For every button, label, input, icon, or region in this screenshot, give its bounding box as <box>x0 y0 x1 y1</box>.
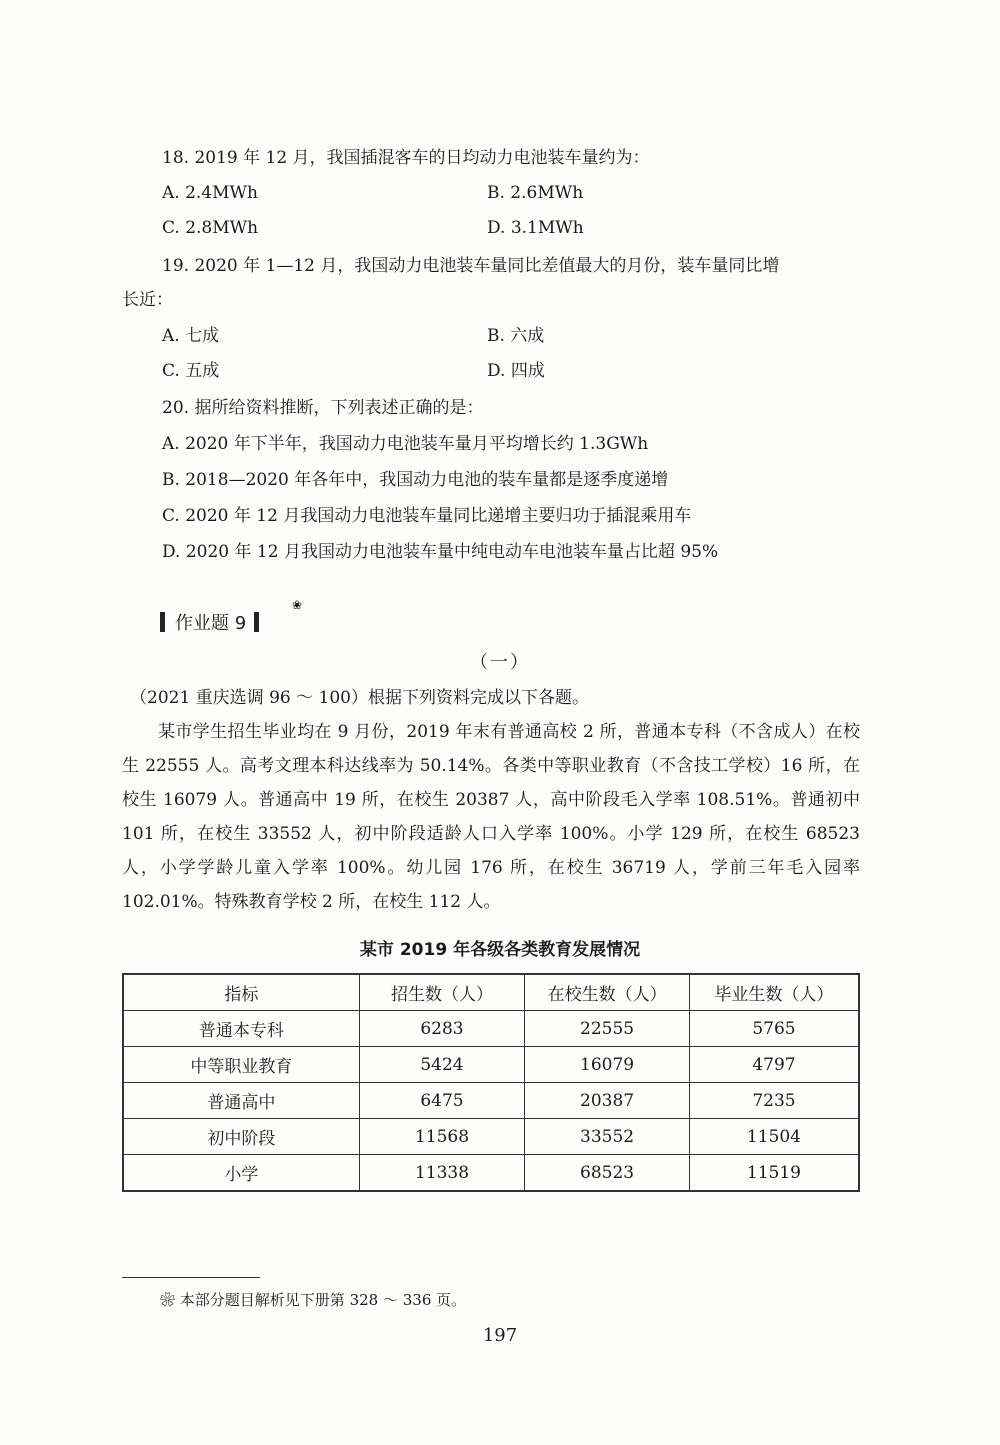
q20-option-d: D. 2020 年 12 月我国动力电池装车量中纯电动车电池装车量占比超 95% <box>162 542 719 562</box>
q18-option-b: B. 2.6MWh <box>487 183 584 203</box>
table-row <box>123 1011 859 1047</box>
table-row <box>123 1155 859 1192</box>
table-cell: 11519 <box>689 1155 859 1192</box>
q19-option-d: D. 四成 <box>487 361 545 381</box>
table-cell: 20387 <box>525 1083 690 1119</box>
table-cell: 11504 <box>689 1119 859 1155</box>
table-cell: 16079 <box>525 1047 690 1083</box>
question-20-stem: 20. 据所给资料推断，下列表述正确的是： <box>162 398 484 418</box>
table-cell: 普通本专科 <box>123 1011 359 1047</box>
q18-option-c: C. 2.8MWh <box>162 218 259 238</box>
question-19-stem-line1: 19. 2020 年 1—12 月，我国动力电池装车量同比差值最大的月份，装车量同比增 <box>162 256 780 276</box>
table-cell: 6475 <box>359 1083 525 1119</box>
table-row <box>123 1047 859 1083</box>
table-cell: 11568 <box>359 1119 525 1155</box>
table-cell: 33552 <box>525 1119 690 1155</box>
table-cell: 普通高中 <box>123 1083 359 1119</box>
table-cell: 4797 <box>689 1047 859 1083</box>
header-students: 在校生数（人） <box>525 974 690 1011</box>
table-cell: 22555 <box>525 1011 690 1047</box>
footnote-text: 本部分题目解析见下册第 328 ～ 336 页。 <box>179 1291 467 1309</box>
table-cell: 小学 <box>123 1155 359 1192</box>
material-paragraph <box>122 715 860 919</box>
table-row <box>123 1119 859 1155</box>
page-number: 197 <box>482 1325 518 1346</box>
table-cell: 5765 <box>689 1011 859 1047</box>
q20-option-a: A. 2020 年下半年，我国动力电池装车量月平均增长约 1.3GWh <box>162 434 649 454</box>
heading-bar-right <box>254 612 259 632</box>
table-header-row <box>123 974 859 1011</box>
table-cell: 7235 <box>689 1083 859 1119</box>
section-heading <box>160 608 259 636</box>
q20-option-b: B. 2018—2020 年各年中，我国动力电池的装车量都是逐季度递增 <box>162 470 669 490</box>
q19-option-c: C. 五成 <box>162 361 220 381</box>
table-cell: 中等职业教育 <box>123 1047 359 1083</box>
header-indicator: 指标 <box>123 974 359 1011</box>
material-text: 某市学生招生毕业均在 9 月份，2019 年末有普通高校 2 所，普通本专科（不含成人）在校生 22555 人。高考文理本科达线率为 50.14%。各类中等职业教育（不含技工学校）16 所，在校生 16079 人。普通高中 19 所，在校生 20387 人，高中阶段毛入学率 108.51%。普通初中 101 所，在校生 33552 人，初中阶段适龄人口入学率 100%。小学 129 所，在校生 68523 人，小学学龄儿童入学率 100%。幼儿园 176 所，在校生 36719 人，学前三年毛入园率 102.01%。特殊教育学校 2 所，在校生 112 人。 <box>122 722 860 912</box>
table-cell: 68523 <box>525 1155 690 1192</box>
table-cell: 5424 <box>359 1047 525 1083</box>
table-cell: 6283 <box>359 1011 525 1047</box>
footnote-rule <box>122 1277 260 1278</box>
q19-option-a: A. 七成 <box>162 326 220 346</box>
section-subtitle: （一） <box>470 652 530 673</box>
table-cell: 11338 <box>359 1155 525 1192</box>
q19-option-b: B. 六成 <box>487 326 545 346</box>
q20-option-c: C. 2020 年 12 月我国动力电池装车量同比递增主要归功于插混乘用车 <box>162 506 692 526</box>
table-cell: 初中阶段 <box>123 1119 359 1155</box>
table-title: 某市 2019 年各级各类教育发展情况 <box>359 940 641 960</box>
flower-mark-icon: ❀ <box>292 598 303 612</box>
education-table <box>122 973 860 1192</box>
section-title: 作业题 9 <box>175 613 247 634</box>
material-source: （2021 重庆选调 96 ～ 100）根据下列资料完成以下各题。 <box>130 688 589 708</box>
q18-option-d: D. 3.1MWh <box>487 218 584 238</box>
footnote-flower-icon: ❀ <box>160 1291 176 1309</box>
header-graduates: 毕业生数（人） <box>689 974 859 1011</box>
table-row <box>123 1083 859 1119</box>
footnote <box>160 1289 466 1310</box>
question-19-stem-line2: 长近： <box>122 290 173 310</box>
heading-bar-left <box>160 612 165 632</box>
question-18-stem: 18. 2019 年 12 月，我国插混客车的日均动力电池装车量约为： <box>162 148 650 168</box>
header-enrollment: 招生数（人） <box>359 974 525 1011</box>
q18-option-a: A. 2.4MWh <box>162 183 258 203</box>
